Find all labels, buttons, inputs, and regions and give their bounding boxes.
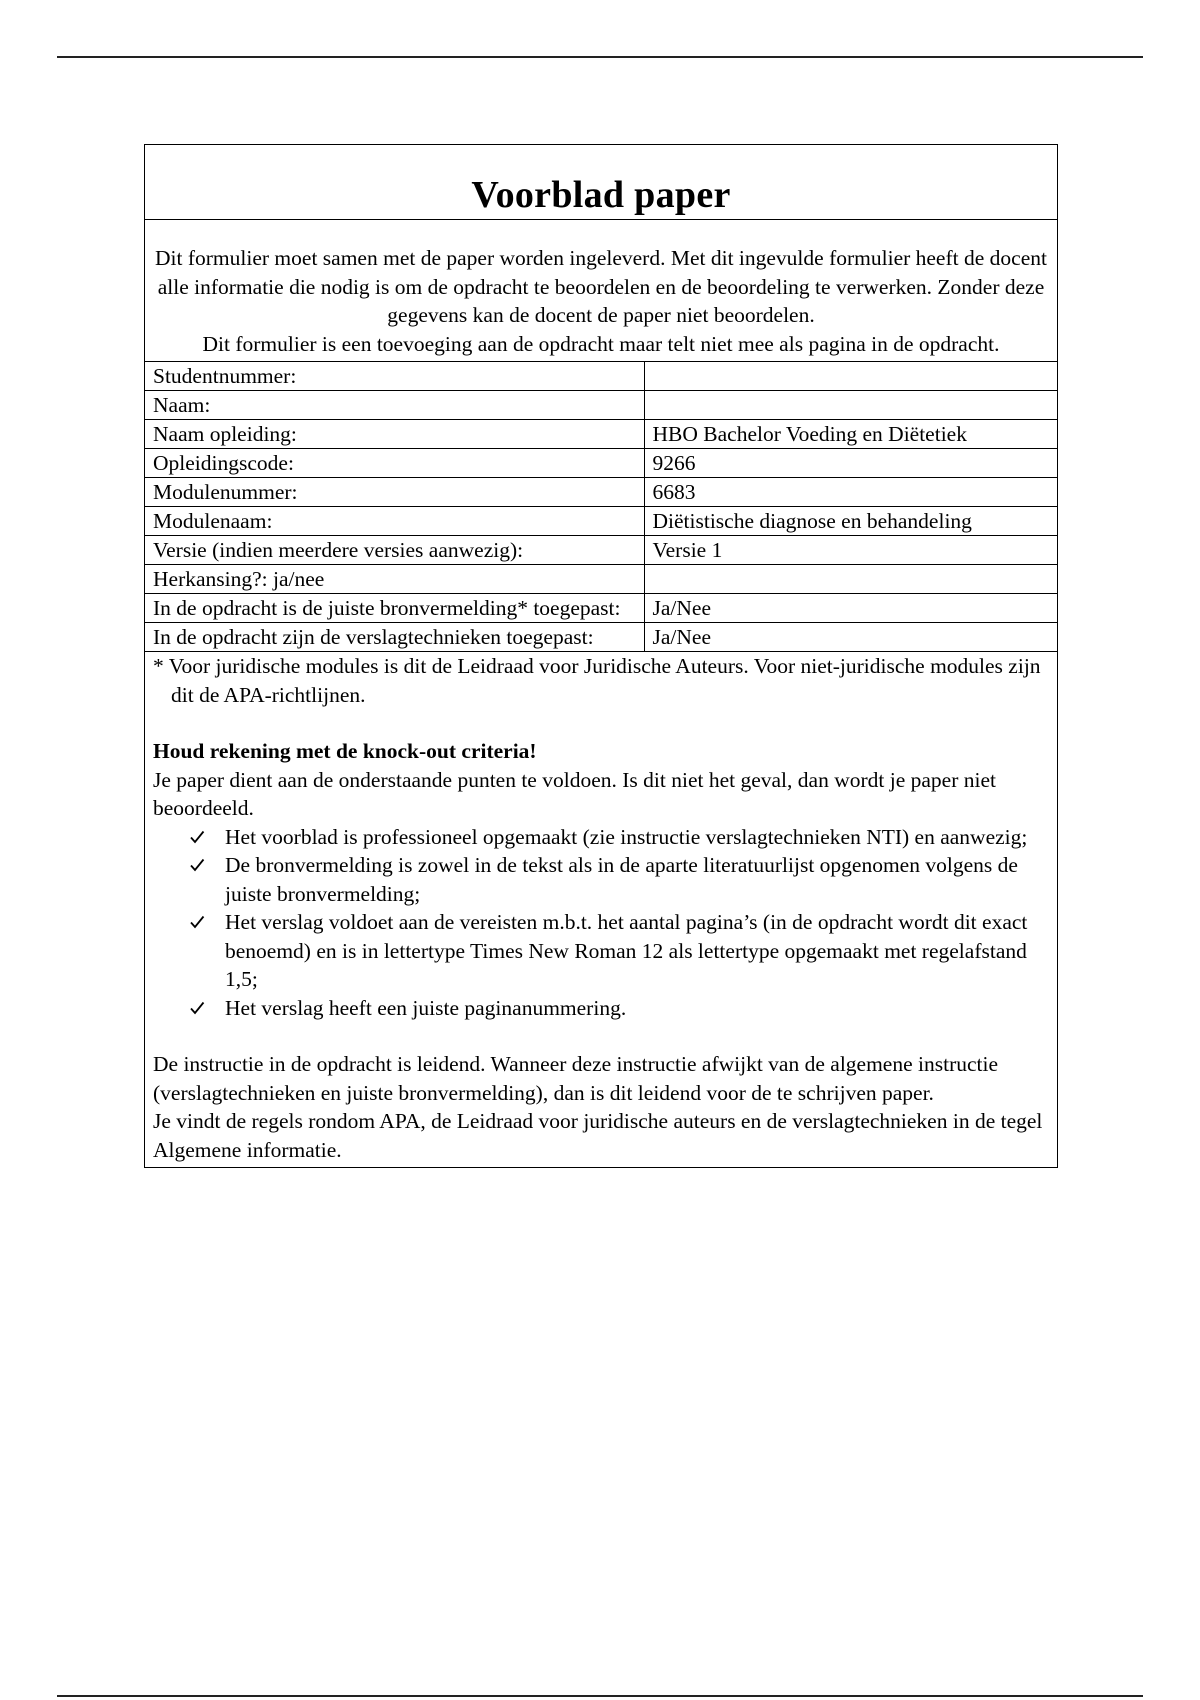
field-row-verslagtechnieken xyxy=(145,623,1057,652)
field-row-opleidingscode xyxy=(145,449,1057,478)
field-label: Herkansing?: ja/nee xyxy=(145,565,644,594)
checklist-item-text: Het verslag heeft een juiste paginanummering. xyxy=(225,995,627,1020)
checklist-item xyxy=(225,994,1049,1023)
checklist-item xyxy=(225,908,1049,994)
cover-form xyxy=(144,144,1058,1168)
field-value[interactable]: 9266 xyxy=(644,449,1057,478)
field-label: Naam opleiding: xyxy=(145,420,644,449)
field-value[interactable]: Ja/Nee xyxy=(644,594,1057,623)
closing-paragraph-1: De instructie in de opdracht is leidend. Wanneer deze instructie afwijkt van de algemene instructie (verslagtechnieken en juiste bronvermelding), dan is dit leidend voor de te schrijven paper. xyxy=(153,1052,999,1105)
checklist-item xyxy=(225,823,1049,852)
field-label: Modulenummer: xyxy=(145,478,644,507)
field-value[interactable]: Versie 1 xyxy=(644,536,1057,565)
page-title: Voorblad paper xyxy=(471,174,731,216)
checkmark-icon xyxy=(189,908,209,936)
checkmark-icon xyxy=(189,851,209,879)
intro-paragraph-1: Dit formulier moet samen met de paper worden ingeleverd. Met dit ingevulde formulier heeft de docent alle informatie die nodig is om de opdracht te beoordelen en de beoordeling te verwerken. Zonder deze gegevens kan de docent de paper niet beoordelen. xyxy=(155,246,1047,327)
intro-section xyxy=(145,220,1057,362)
field-value[interactable]: 6683 xyxy=(644,478,1057,507)
knockout-checklist xyxy=(153,823,1049,1023)
field-label: Opleidingscode: xyxy=(145,449,644,478)
field-label: Studentnummer: xyxy=(145,362,644,391)
checklist-item-text: De bronvermelding is zowel in de tekst als in de aparte literatuurlijst opgenomen volgens de juiste bronvermelding; xyxy=(225,853,1018,906)
notes-section xyxy=(145,652,1057,1167)
checkmark-icon xyxy=(189,823,209,851)
field-label: In de opdracht is de juiste bronvermelding* toegepast: xyxy=(145,594,644,623)
field-label: Versie (indien meerdere versies aanwezig): xyxy=(145,536,644,565)
field-row-modulenummer xyxy=(145,478,1057,507)
footnote: * Voor juridische modules is dit de Leidraad voor Juridische Auteurs. Voor niet-juridische modules zijn dit de APA-richtlijnen. xyxy=(153,654,1041,707)
checklist-item-text: Het voorblad is professioneel opgemaakt (zie instructie verslagtechnieken NTI) en aanwezig; xyxy=(225,824,1028,849)
closing-paragraph-2: Je vindt de regels rondom APA, de Leidraad voor juridische auteurs en de verslagtechnieken in de tegel Algemene informatie. xyxy=(153,1109,1043,1162)
knockout-title: Houd rekening met de knock-out criteria! xyxy=(153,739,537,763)
field-value[interactable]: Diëtistische diagnose en behandeling xyxy=(644,507,1057,536)
checkmark-icon xyxy=(189,994,209,1022)
intro-paragraph-2: Dit formulier is een toevoeging aan de opdracht maar telt niet mee als pagina in de opdracht. xyxy=(202,331,1000,356)
field-label: In de opdracht zijn de verslagtechnieken toegepast: xyxy=(145,623,644,652)
field-label: Naam: xyxy=(145,391,644,420)
field-row-versie xyxy=(145,536,1057,565)
field-value[interactable]: HBO Bachelor Voeding en Diëtetiek xyxy=(644,420,1057,449)
field-value[interactable] xyxy=(644,362,1057,391)
field-row-naam xyxy=(145,391,1057,420)
checklist-item-text: Het verslag voldoet aan de vereisten m.b.t. het aantal pagina’s (in de opdracht wordt dit exact benoemd) en is in lettertype Times New Roman 12 als lettertype opgemaakt met regelafstand 1,5; xyxy=(225,910,1028,991)
field-row-studentnummer xyxy=(145,362,1057,391)
field-row-herkansing xyxy=(145,565,1057,594)
footer-rule xyxy=(57,1695,1143,1697)
field-row-bronvermelding xyxy=(145,594,1057,623)
knockout-intro: Je paper dient aan de onderstaande punten te voldoen. Is dit niet het geval, dan wordt je paper niet beoordeeld. xyxy=(153,767,996,820)
field-row-modulenaam xyxy=(145,507,1057,536)
checklist-item xyxy=(225,851,1049,908)
closing-section xyxy=(153,1050,1049,1164)
fields-table xyxy=(145,362,1057,652)
field-value[interactable]: Ja/Nee xyxy=(644,623,1057,652)
field-value[interactable] xyxy=(644,391,1057,420)
field-row-naam-opleiding xyxy=(145,420,1057,449)
header-rule xyxy=(57,56,1143,58)
field-value[interactable] xyxy=(644,565,1057,594)
field-label: Modulenaam: xyxy=(145,507,644,536)
title-row xyxy=(145,145,1057,220)
